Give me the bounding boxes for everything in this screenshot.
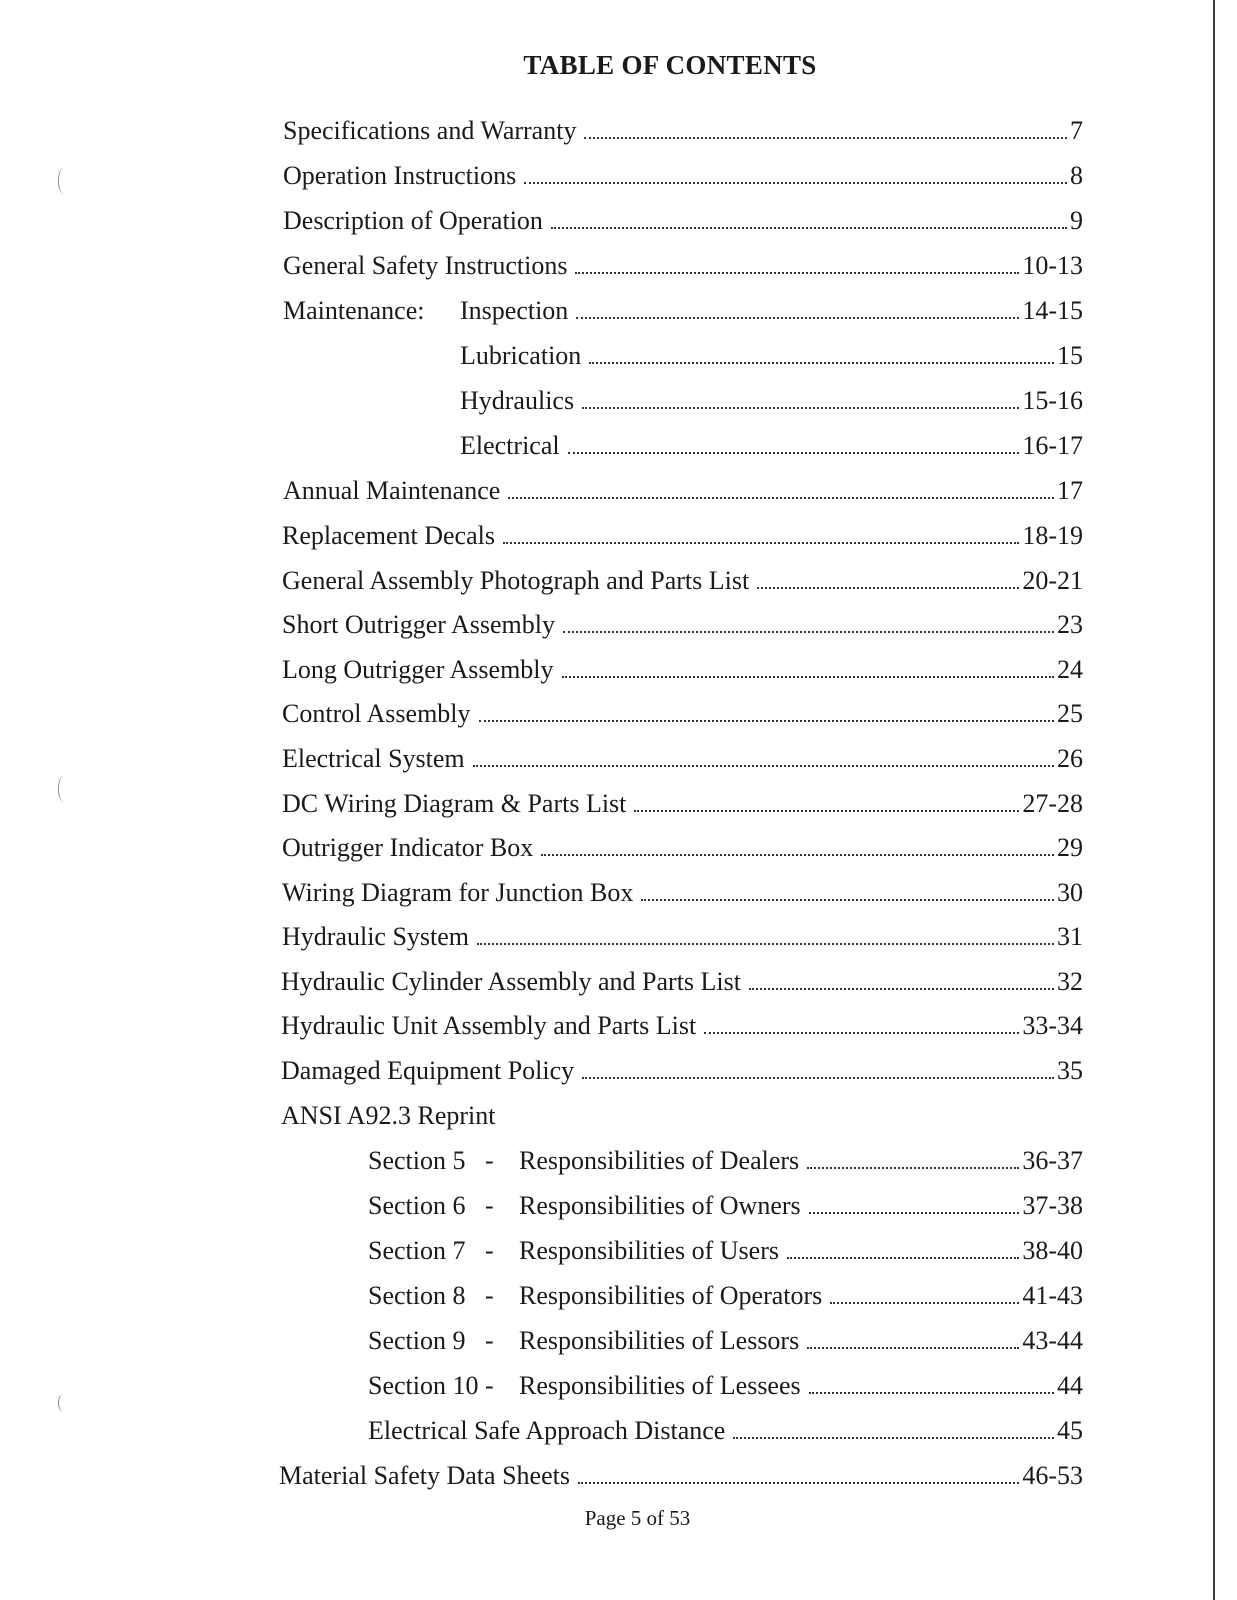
toc-entry-page: 46-53 — [1022, 1461, 1083, 1490]
toc-entry — [368, 1367, 1083, 1401]
toc-entry — [282, 740, 1083, 774]
toc-entry-label: Maintenance: — [283, 296, 425, 325]
toc-entry-label: Damaged Equipment Policy — [281, 1056, 575, 1085]
toc-entry-label: General Assembly Photograph and Parts List — [282, 566, 750, 595]
toc-entry-page: 16-17 — [1022, 431, 1083, 460]
toc-entry-label: Material Safety Data Sheets — [279, 1461, 570, 1490]
toc-entry-page: 37-38 — [1022, 1191, 1083, 1220]
toc-entry-page: 18-19 — [1022, 521, 1083, 550]
page-title: TABLE OF CONTENTS — [523, 50, 817, 80]
dot-leader — [575, 272, 1019, 274]
toc-entry — [368, 1187, 1083, 1221]
toc-entry — [283, 472, 1083, 506]
dot-leader — [477, 943, 1054, 945]
dot-leader — [524, 182, 1067, 184]
dot-leader — [576, 317, 1019, 319]
toc-entry-page: 27-28 — [1022, 789, 1083, 818]
toc-entry-label: Electrical Safe Approach Distance — [368, 1416, 726, 1445]
toc-entry-page: 15-16 — [1022, 386, 1083, 415]
toc-entry-label: Electrical System — [282, 744, 465, 773]
toc-entry — [368, 1322, 1083, 1356]
toc-entry — [282, 785, 1083, 819]
toc-entry — [460, 382, 1083, 416]
toc-entry-page: 32 — [1057, 967, 1083, 996]
dot-leader — [578, 1482, 1019, 1484]
dot-leader — [551, 227, 1067, 229]
toc-entry-label: Short Outrigger Assembly — [282, 610, 555, 639]
toc-entry — [282, 517, 1083, 551]
toc-entry-label: Annual Maintenance — [283, 476, 501, 505]
dot-leader — [508, 497, 1054, 499]
toc-entry-sublabel: Inspection — [460, 296, 569, 325]
toc-entry-label: Section 6 - — [368, 1191, 494, 1220]
dot-leader — [704, 1032, 1019, 1034]
dot-leader — [568, 452, 1020, 454]
toc-entry-page: 20-21 — [1022, 566, 1083, 595]
dot-leader — [807, 1167, 1019, 1169]
dot-leader — [787, 1257, 1019, 1259]
toc-entry-label: Description of Operation — [283, 206, 543, 235]
toc-entry-label: Section 8 - — [368, 1281, 494, 1310]
dot-leader — [757, 587, 1019, 589]
toc-entry-label: Electrical — [460, 431, 560, 460]
toc-entry-page: 38-40 — [1022, 1236, 1083, 1265]
toc-entry-label: Hydraulic System — [282, 922, 470, 951]
toc-entry-page: 24 — [1057, 655, 1083, 684]
toc-entry — [281, 1007, 1083, 1041]
toc-entry-page: 29 — [1057, 833, 1083, 862]
toc-entry-page: 15 — [1057, 341, 1083, 370]
toc-entry-page: 44 — [1057, 1371, 1083, 1400]
toc-entry-page: 10-13 — [1022, 251, 1083, 280]
toc-entry-page: 43-44 — [1022, 1326, 1083, 1355]
toc-entry-label: Specifications and Warranty — [283, 116, 577, 145]
toc-entry-label: Control Assembly — [282, 699, 471, 728]
toc-entry-sublabel: Responsibilities of Owners — [519, 1191, 801, 1220]
dot-leader — [634, 810, 1019, 812]
dot-leader — [830, 1302, 1019, 1304]
dot-leader — [584, 137, 1067, 139]
toc-entry-page: 9 — [1070, 206, 1083, 235]
toc-entry — [282, 829, 1083, 863]
toc-entry-label: Long Outrigger Assembly — [282, 655, 554, 684]
toc-entry — [283, 157, 1083, 191]
toc-entry — [282, 874, 1083, 908]
toc-entry-page: 23 — [1057, 610, 1083, 639]
dot-leader — [582, 407, 1019, 409]
margin-mark — [58, 168, 69, 194]
toc-entry — [460, 427, 1083, 461]
toc-entry — [283, 202, 1083, 236]
dot-leader — [809, 1392, 1054, 1394]
dot-leader — [563, 631, 1054, 633]
toc-entry-label: Hydraulic Cylinder Assembly and Parts List — [281, 967, 742, 996]
toc-entry-label: DC Wiring Diagram & Parts List — [282, 789, 627, 818]
dot-leader — [749, 988, 1054, 990]
toc-entry — [460, 337, 1083, 371]
toc-entry-page: 33-34 — [1022, 1011, 1083, 1040]
toc-entry-page: 8 — [1070, 161, 1083, 190]
toc-entry-page: 41-43 — [1022, 1281, 1083, 1310]
toc-entry-label: Section 10 - — [368, 1371, 494, 1400]
toc-section-heading — [281, 1097, 1083, 1131]
toc-entry-label: Replacement Decals — [282, 521, 495, 550]
dot-leader — [809, 1212, 1020, 1214]
toc-entry — [279, 1457, 1083, 1491]
toc-entry-sublabel: Responsibilities of Lessors — [519, 1326, 800, 1355]
toc-entry-label: Section 7 - — [368, 1236, 494, 1265]
toc-entry — [283, 247, 1083, 281]
toc-entry — [282, 918, 1083, 952]
toc-entry-page: 36-37 — [1022, 1146, 1083, 1175]
page-edge-line — [1213, 0, 1215, 1600]
toc-entry-page: 14-15 — [1022, 296, 1083, 325]
toc-entry-label: Outrigger Indicator Box — [282, 833, 534, 862]
toc-entry — [282, 651, 1083, 685]
toc-entry-page: 30 — [1057, 878, 1083, 907]
toc-entry — [368, 1412, 1083, 1446]
toc-entry — [282, 695, 1083, 729]
toc-entry-label: ANSI A92.3 Reprint — [281, 1101, 496, 1130]
toc-entry — [368, 1142, 1083, 1176]
toc-entry-page: 7 — [1070, 116, 1083, 145]
toc-entry-page: 25 — [1057, 699, 1083, 728]
toc-entry-sublabel: Responsibilities of Users — [519, 1236, 779, 1265]
toc-entry — [281, 963, 1083, 997]
toc-entry-label: Hydraulics — [460, 386, 575, 415]
toc-entry-page: 35 — [1057, 1056, 1083, 1085]
toc-entry — [281, 1052, 1083, 1086]
toc-entry-label: Section 5 - — [368, 1146, 494, 1175]
toc-entry — [283, 292, 1083, 326]
toc-entry — [368, 1277, 1083, 1311]
page-number-footer: Page 5 of 53 — [584, 1506, 691, 1530]
margin-mark — [58, 1394, 69, 1412]
dot-leader — [541, 854, 1054, 856]
dot-leader — [582, 1077, 1054, 1079]
toc-entry-sublabel: Responsibilities of Operators — [519, 1281, 823, 1310]
dot-leader — [589, 362, 1054, 364]
toc-entry-label: General Safety Instructions — [283, 251, 568, 280]
toc-entry-label: Wiring Diagram for Junction Box — [282, 878, 634, 907]
toc-entry-page: 26 — [1057, 744, 1083, 773]
toc-entry-page: 31 — [1057, 922, 1083, 951]
toc-entry-page: 17 — [1057, 476, 1083, 505]
toc-entry — [283, 112, 1083, 146]
dot-leader — [562, 676, 1054, 678]
dot-leader — [733, 1437, 1054, 1439]
toc-entry-sublabel: Responsibilities of Dealers — [519, 1146, 800, 1175]
dot-leader — [641, 899, 1054, 901]
dot-leader — [503, 542, 1019, 544]
margin-mark — [58, 776, 69, 802]
toc-entry — [282, 562, 1083, 596]
dot-leader — [473, 765, 1054, 767]
toc-entry-page: 45 — [1057, 1416, 1083, 1445]
dot-leader — [479, 720, 1054, 722]
toc-entry-sublabel: Responsibilities of Lessees — [519, 1371, 801, 1400]
toc-entry — [282, 606, 1083, 640]
toc-entry-label: Section 9 - — [368, 1326, 494, 1355]
toc-entry — [368, 1232, 1083, 1266]
dot-leader — [807, 1347, 1019, 1349]
toc-entry-label: Lubrication — [460, 341, 582, 370]
toc-entry-label: Hydraulic Unit Assembly and Parts List — [281, 1011, 697, 1040]
toc-entry-label: Operation Instructions — [283, 161, 517, 190]
